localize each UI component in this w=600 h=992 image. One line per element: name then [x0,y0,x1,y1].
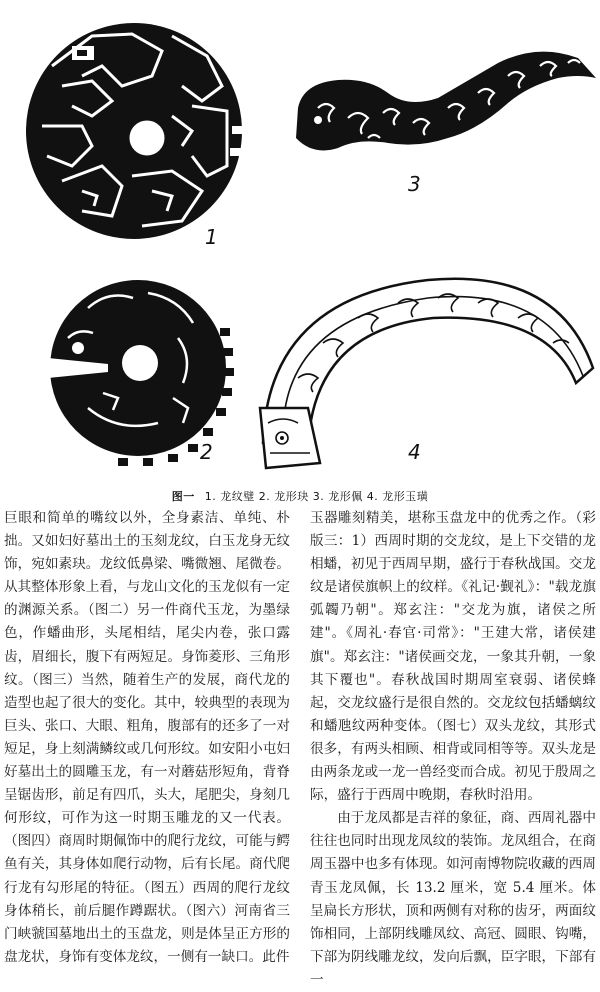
caption-text: 1. 龙纹璧 2. 龙形玦 3. 龙形佩 4. 龙形玉璜 [204,490,429,503]
figure-2-dragon-jue [28,268,248,468]
right-paragraph-1: 玉器雕刻精美，堪称玉盘龙中的优秀之作。（彩版三：1）西周时期的交龙纹，是上下交错的龙相蟠，初见于西周早期，盛行于春秋战国。交龙纹是诸侯旗帜上的纹样。《礼记·觐礼》："载龙旗弧韣乃朝"。郑玄注："交龙为旗，诸侯之所建"。《周礼·春官·司常》："王建大常，诸侯建旗"。郑玄注："诸侯画交龙，一象其升朝，一象其下覆也"。春秋战国时期周室衰弱、诸侯蜂起，交龙纹盛行是很自然的。交龙纹包括蟠螭纹和蟠虺纹两种变体。（图七）双头龙纹，其形式很多，有两头相顾、相背或同相等等。双头龙是由两条龙或一龙一兽经变而合成。初见于殷周之际，盛行于西周中晚期，春秋时沿用。 [310,510,596,804]
figure-1-number: 1 [205,225,218,249]
left-text-column [4,507,290,969]
caption-label: 图一 [171,490,195,503]
figure-caption [0,488,600,504]
right-paragraph-2: 由于龙凤都是吉祥的象征，商、西周礼器中往往也同时出现龙凤纹的装饰。龙凤组合，在商周玉器中也多有体现。如河南博物院收藏的西周青玉龙凤佩，长 13.2 厘米，宽 5.4 厘米。体呈扁长方形状，顶和两侧有对称的齿牙，两面纹饰相同，上部阴线雕凤纹、高冠、圆眼、钩嘴，下部为阴线雕龙纹，发向后飘，臣字眼，下部有一 [310,810,596,988]
figure-3-dragon-pendant [278,38,598,168]
figure-4-number: 4 [408,440,421,464]
left-paragraph: 巨眼和简单的嘴纹以外，全身素洁、单纯、朴拙。又如妇好墓出土的玉刻龙纹，白玉龙身无纹饰，宛如素玦。龙纹低鼻梁、嘴微翘、尾微卷。从其整体形象上看，与龙山文化的玉龙似有一定的渊源关系。（图二）另一件商代玉龙，为墨绿色，作蟠曲形，头尾相结，尾尖内卷，张口露齿，眉细长，腹下有两短足。身饰菱形、三角形纹。（图三）当然，随着生产的发展，商代龙的造型也起了很大的变化。其中，较典型的表现为巨头、张口、大眼、粗角，腹部有的还多了一对短足，身上刻满鳞纹或几何形纹。如安阳小屯妇好墓出土的圆雕玉龙，有一对蘑菇形短角，背脊呈锯齿形，前足有四爪，头大，尾肥尖，身刻几何形纹，可作为这一时期玉雕龙的又一代表。（图四）商周时期佩饰中的爬行龙纹，可能与鳄鱼有关，其身体如爬行动物，后有长尾。商代爬行龙有勾形尾的特征。（图五）西周的爬行龙纹身体稍长，前后腿作蹲踞状。（图六）河南省三门峡虢国墓地出土的玉盘龙，则是体呈正方形的盘龙状，身饰有变体龙纹，一侧有一缺口。此件 [4,510,290,965]
figure-3-number: 3 [408,172,421,196]
right-text-column [310,507,596,992]
figure-1-dragon-disc [22,6,252,256]
figure-4-dragon-huang [258,258,598,473]
figure-2-number: 2 [200,440,213,464]
